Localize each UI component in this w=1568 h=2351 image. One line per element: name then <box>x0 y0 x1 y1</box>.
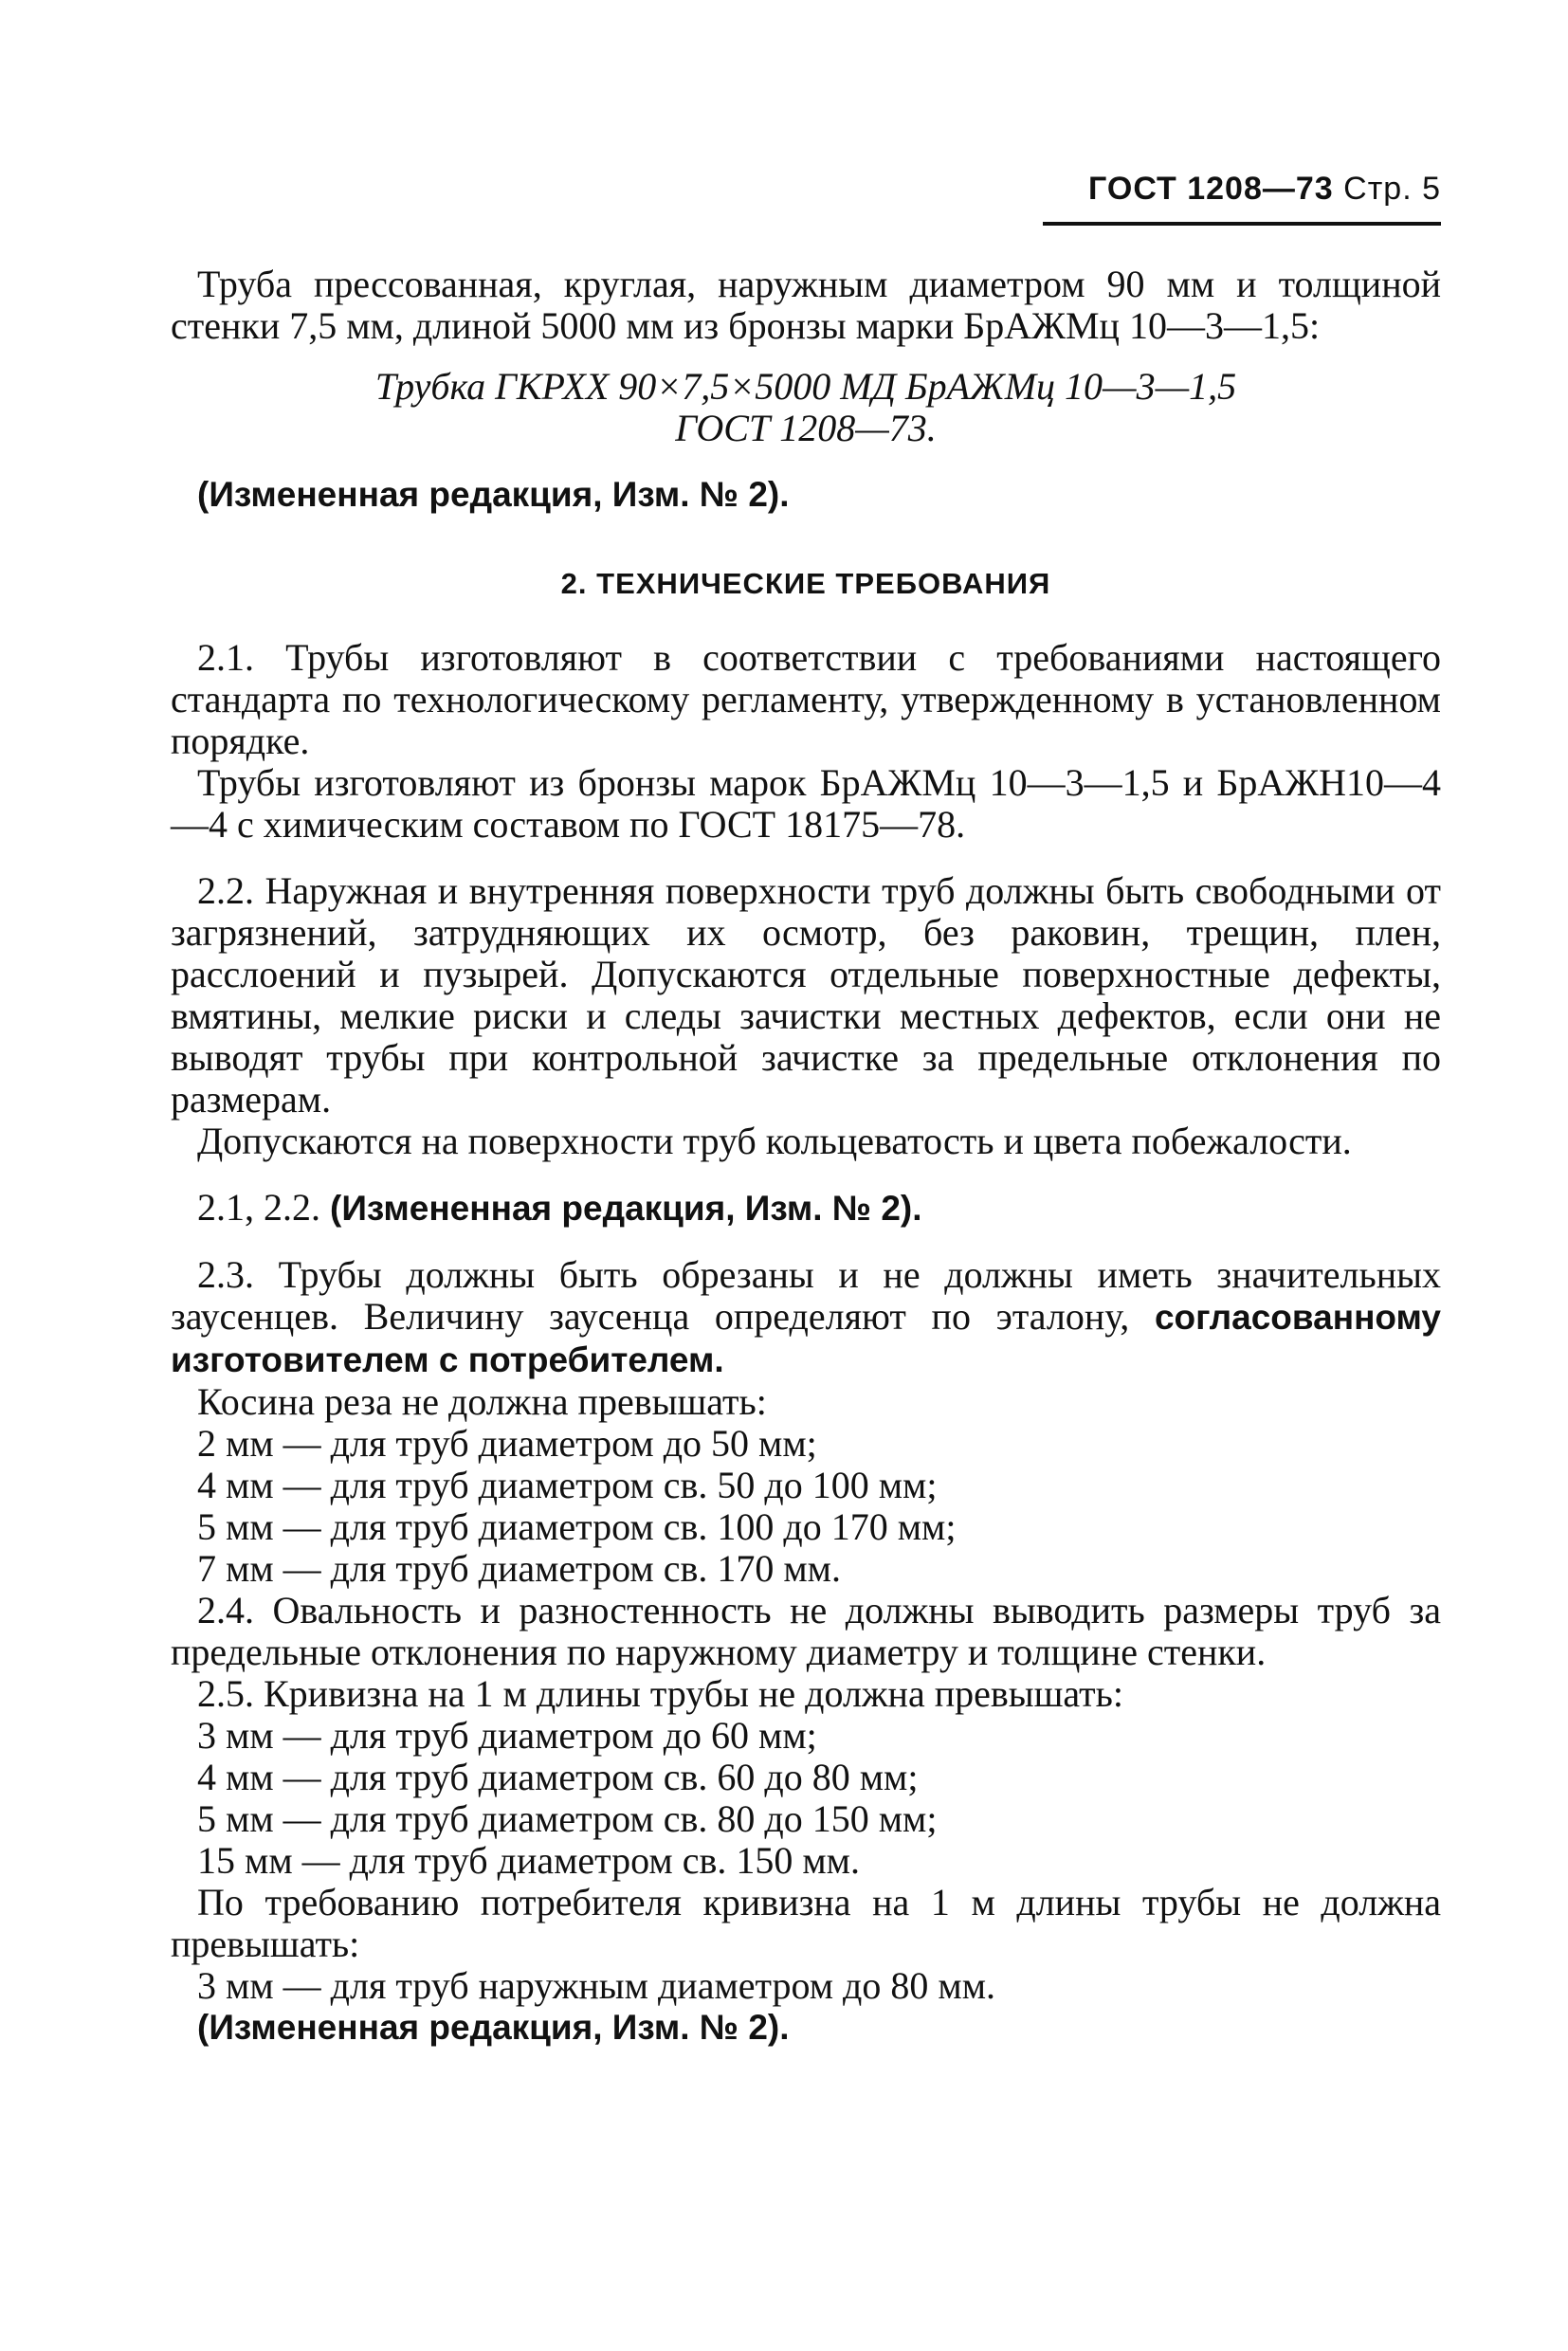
clause-2-3-bold-text: согласованному изготовителем с потребителем. <box>171 1298 1441 1379</box>
clause-2-1-material-paragraph: Трубы изготовляют из бронзы марок БрАЖМц 10—3—1,5 и БрАЖН10—4—4 с химическим составом по ГОСТ 18175—78. <box>171 761 1441 846</box>
designation-line-1: Трубка ГКРХХ 90×7,5×5000 МД БрАЖМц 10—3—1,5 <box>374 365 1237 408</box>
amendment-note: (Измененная редакция, Изм. № 2). <box>330 1189 922 1228</box>
designation-line-2: ГОСТ 1208—73. <box>675 407 937 449</box>
clause-2-2-paragraph: 2.2. Наружная и внутренняя поверхности труб должны быть свободными от загрязнений, затрудняющих их осмотр, без раковин, трещин, плен, расслоений и пузырей. Допускаются отдельные поверхностные дефекты, вмятины, мелкие риски и следы зачистки местных дефектов, если они не выводят трубы при контрольной зачистке за предельные отклонения по размерам. <box>171 869 1441 1121</box>
document-body <box>171 264 1441 2049</box>
designation-example <box>171 366 1441 449</box>
clause-2-3-paragraph <box>171 1254 1441 1381</box>
clause-2-1-paragraph: 2.1. Трубы изготовляют в соответствии с требованиями настоящего стандарта по технологическому регламенту, утвержденному в установленном порядке. <box>171 636 1441 762</box>
list-item: 15 мм — для труб диаметром св. 150 мм. <box>197 1839 860 1882</box>
amendment-note: (Измененная редакция, Изм. № 2). <box>197 475 790 514</box>
section-heading: 2. ТЕХНИЧЕСКИЕ ТРЕБОВАНИЯ <box>560 567 1051 600</box>
amendment-clause-ref: 2.1, 2.2. <box>197 1186 320 1229</box>
list-item: 3 мм — для труб наружным диаметром до 80 мм. <box>197 1964 996 2007</box>
clause-2-2-amendment <box>171 1187 1441 1230</box>
running-header <box>1088 171 1441 208</box>
header-rule <box>1043 222 1441 226</box>
list-item: 2 мм — для труб диаметром до 50 мм; <box>197 1422 817 1465</box>
clause-2-2-tarnish-paragraph: Допускаются на поверхности труб кольцеватость и цвета побежалости. <box>197 1120 1352 1162</box>
page-number: Стр. 5 <box>1343 171 1441 207</box>
clause-2-4-paragraph: 2.4. Овальность и разностенность не должны выводить размеры труб за предельные отклонения по наружному диаметру и толщине стенки. <box>171 1589 1441 1673</box>
standard-number: ГОСТ 1208—73 <box>1088 171 1334 207</box>
list-item: 4 мм — для труб диаметром св. 60 до 80 мм; <box>197 1756 919 1798</box>
clause-2-5-paragraph: 2.5. Кривизна на 1 м длины трубы не должна превышать: <box>197 1672 1123 1715</box>
cut-skew-paragraph: Косина реза не должна превышать: <box>197 1380 767 1423</box>
list-item: 5 мм — для труб диаметром св. 80 до 150 мм; <box>197 1797 938 1840</box>
clause-2-5-consumer-paragraph: По требованию потребителя кривизна на 1 м длины трубы не должна превышать: <box>171 1881 1441 1965</box>
clause-2-3-text: 2.3. Трубы должны быть обрезаны и не должны иметь значительных заусенцев. Величину заусенца определяют по эталону, <box>171 1253 1441 1338</box>
amendment-note: (Измененная редакция, Изм. № 2). <box>197 2008 790 2047</box>
list-item: 4 мм — для труб диаметром св. 50 до 100 мм; <box>197 1464 938 1506</box>
list-item: 7 мм — для труб диаметром св. 170 мм. <box>197 1547 841 1590</box>
list-item: 5 мм — для труб диаметром св. 100 до 170 мм; <box>197 1505 957 1548</box>
intro-paragraph: Труба прессованная, круглая, наружным диаметром 90 мм и толщиной стенки 7,5 мм, длиной 5000 мм из бронзы марки БрАЖМц 10—3—1,5: <box>171 263 1441 347</box>
list-item: 3 мм — для труб диаметром до 60 мм; <box>197 1714 817 1757</box>
